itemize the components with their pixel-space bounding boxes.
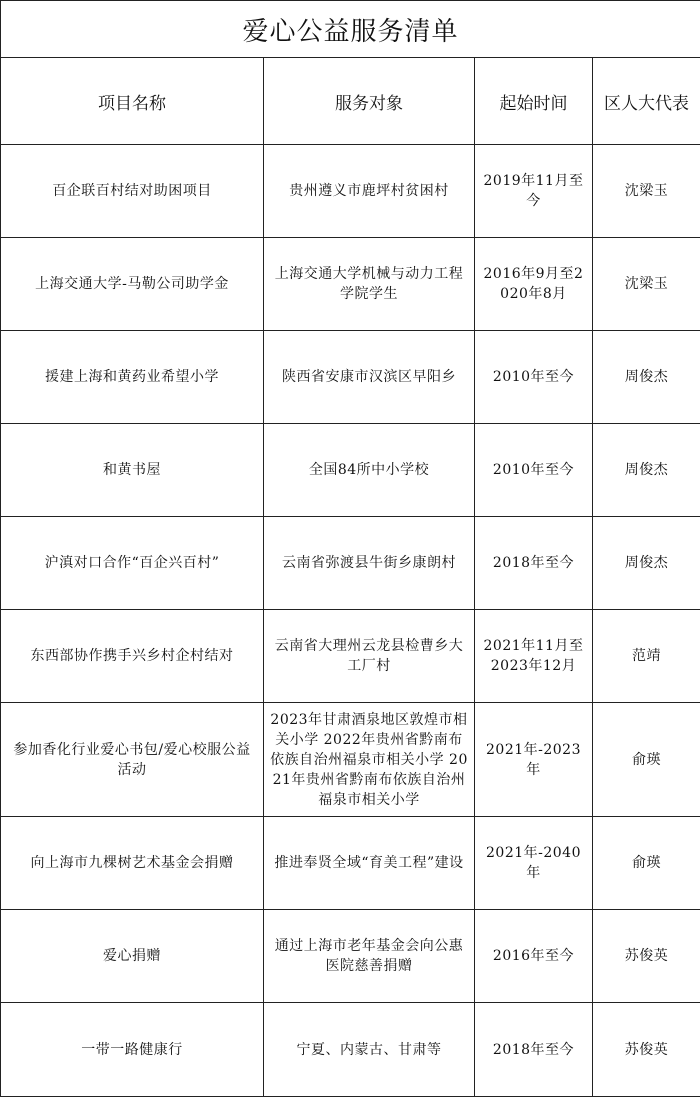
- project-name-cell: 参加香化行业爱心书包/爱心校服公益活动: [1, 703, 264, 817]
- project-name-cell: 沪滇对口合作“百企兴百村”: [1, 517, 264, 610]
- project-name-cell: 一带一路健康行: [1, 1003, 264, 1097]
- start-time-cell: 2018年至今: [475, 1003, 593, 1097]
- table-row: [1, 238, 700, 331]
- table-row: [1, 1003, 700, 1097]
- start-time-cell: 2021年11月至2023年12月: [475, 610, 593, 703]
- service-target-cell: 陕西省安康市汉滨区早阳乡: [264, 331, 475, 424]
- table-row: [1, 331, 700, 424]
- representative-cell: 苏俊英: [593, 910, 700, 1003]
- service-target-cell: 云南省弥渡县牛街乡康朗村: [264, 517, 475, 610]
- start-time-cell: 2021年-2023年: [475, 703, 593, 817]
- table-row: [1, 424, 700, 517]
- table-row: [1, 703, 700, 817]
- service-target-cell: 上海交通大学机械与动力工程学院学生: [264, 238, 475, 331]
- project-name-cell: 爱心捐赠: [1, 910, 264, 1003]
- representative-cell: 周俊杰: [593, 517, 700, 610]
- representative-cell: 范靖: [593, 610, 700, 703]
- representative-cell: 苏俊英: [593, 1003, 700, 1097]
- start-time-cell: 2021年-2040年: [475, 817, 593, 910]
- start-time-cell: 2016年9月至2020年8月: [475, 238, 593, 331]
- service-target-cell: 云南省大理州云龙县检曹乡大工厂村: [264, 610, 475, 703]
- start-time-cell: 2016年至今: [475, 910, 593, 1003]
- service-target-cell: 推进奉贤全域“育美工程”建设: [264, 817, 475, 910]
- representative-cell: 周俊杰: [593, 424, 700, 517]
- service-target-cell: 宁夏、内蒙古、甘肃等: [264, 1003, 475, 1097]
- project-name-cell: 向上海市九棵树艺术基金会捐赠: [1, 817, 264, 910]
- start-time-cell: 2018年至今: [475, 517, 593, 610]
- header-start-time: 起始时间: [475, 58, 593, 145]
- project-name-cell: 上海交通大学-马勒公司助学金: [1, 238, 264, 331]
- representative-cell: 俞瑛: [593, 703, 700, 817]
- table-row: [1, 817, 700, 910]
- project-name-cell: 东西部协作携手兴乡村企村结对: [1, 610, 264, 703]
- header-representative: 区人大代表: [593, 58, 700, 145]
- representative-cell: 沈梁玉: [593, 238, 700, 331]
- representative-cell: 周俊杰: [593, 331, 700, 424]
- table-row: [1, 517, 700, 610]
- representative-cell: 俞瑛: [593, 817, 700, 910]
- table-row: [1, 610, 700, 703]
- service-target-cell: 通过上海市老年基金会向公惠医院慈善捐赠: [264, 910, 475, 1003]
- project-name-cell: 和黄书屋: [1, 424, 264, 517]
- start-time-cell: 2010年至今: [475, 331, 593, 424]
- table-row: [1, 910, 700, 1003]
- service-target-cell: 全国84所中小学校: [264, 424, 475, 517]
- representative-cell: 沈梁玉: [593, 145, 700, 238]
- start-time-cell: 2019年11月至今: [475, 145, 593, 238]
- project-name-cell: 百企联百村结对助困项目: [1, 145, 264, 238]
- header-row: [1, 58, 700, 145]
- table-row: [1, 145, 700, 238]
- header-project-name: 项目名称: [1, 58, 264, 145]
- project-name-cell: 援建上海和黄药业希望小学: [1, 331, 264, 424]
- service-target-cell: 2023年甘肃酒泉地区敦煌市相关小学 2022年贵州省黔南布依族自治州福泉市相关小学 2021年贵州省黔南布依族自治州福泉市相关小学: [264, 703, 475, 817]
- header-service-target: 服务对象: [264, 58, 475, 145]
- start-time-cell: 2010年至今: [475, 424, 593, 517]
- table-title: 爱心公益服务清单: [1, 1, 700, 58]
- service-target-cell: 贵州遵义市鹿坪村贫困村: [264, 145, 475, 238]
